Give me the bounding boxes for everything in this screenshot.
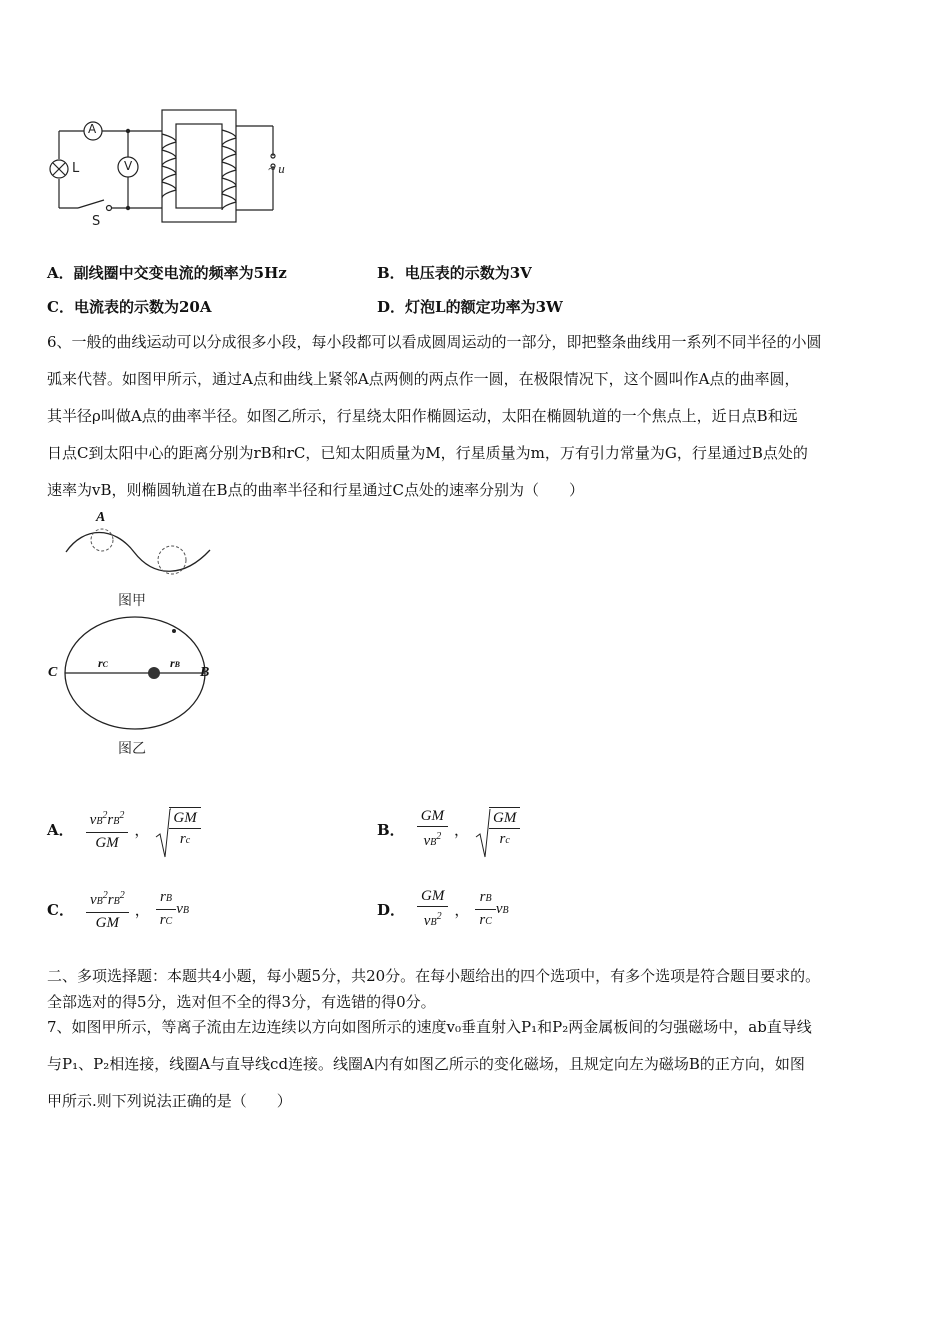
option-text: 电流表的示数为20A	[73, 298, 212, 316]
option-letter: C．	[47, 298, 74, 316]
fig-jia-caption: 图甲	[118, 593, 146, 609]
section2-line-1: 二、多项选择题：本题共4小题，每小题5分，共20分。在每小题给出的四个选项中，有多个选项是符合题目要求的。	[47, 967, 821, 985]
section2-line-2: 全部选对的得5分，选对但不全的得3分，有选错的得0分。	[47, 993, 436, 1011]
velocity-vb: vB	[176, 900, 189, 917]
option-text: 灯泡L的额定功率为3W	[405, 298, 563, 316]
option-letter: C．	[47, 900, 74, 919]
fig-yi-caption: 图乙	[118, 741, 146, 757]
fig-yi-label-c: C	[48, 665, 58, 680]
q5-option-a[interactable]	[47, 262, 287, 283]
ammeter-label: A	[88, 122, 97, 136]
fig-jia-point-a: A	[96, 510, 106, 525]
velocity-vb: vB	[495, 900, 509, 917]
q6-line-4: 日点C到太阳中心的距离分别为rB和rC，已知太阳质量为M，行星质量为m，万有引力常量为G，行星通过B点处的	[47, 444, 808, 462]
fraction-gm-over-vb2: $\frac{GM}{vB^2}$	[417, 886, 448, 933]
fraction-vb2rb2-over-gm: $\frac{vB^2rB^2}{GM}$	[86, 886, 129, 933]
fraction-rb-over-rc: $\frac{rB}{rC}$	[156, 887, 177, 932]
q7-line-2: 与P₁、P₂相连接，线圈A与直导线cd连接。线圈A内有如图乙所示的变化磁场，且规定向左为磁场B的正方向，如图	[47, 1055, 805, 1073]
option-letter: D．	[377, 298, 406, 316]
option-text: 副线圈中交变电流的频率为5Hz	[73, 264, 287, 282]
transformer-circuit-diagram	[44, 104, 304, 234]
q6-line-3: 其半径ρ叫做A点的曲率半径。如图乙所示，行星绕太阳作椭圆运动，太阳在椭圆轨道的一个焦点上，近日点B和远	[47, 407, 798, 425]
q6-option-b[interactable]: B． $\frac{GM}{vB^2}$ ， $\frac{GM}{rc}$	[377, 800, 520, 858]
sqrt-gm-over-rc: $\frac{GM}{rc}$	[155, 807, 200, 851]
q6-line-1: 6、一般的曲线运动可以分成很多小段，每小段都可以看成圆周运动的一部分，即把整条曲线用一系列不同半径的小圆	[47, 333, 822, 351]
sqrt-gm-over-rc: $\frac{GM}{rc}$	[475, 807, 520, 851]
q7-line-3: 甲所示.则下列说法正确的是（ ）	[47, 1092, 292, 1110]
lamp-label: L	[72, 161, 80, 176]
fig-yi-label-rb: rB	[170, 656, 181, 670]
q6-option-c[interactable]: C． $\frac{vB^2rB^2}{GM}$ ， $\frac{rB}{rC}$ vB	[47, 880, 189, 938]
q5-option-b[interactable]	[377, 262, 532, 283]
q5-option-d[interactable]	[377, 296, 563, 317]
q6-option-d[interactable]: D． $\frac{GM}{vB^2}$ ， $\frac{rB}{rC}$ vB	[377, 880, 509, 938]
fraction-vb2rb2-over-gm: $\frac{vB^2rB^2}{GM}$	[86, 806, 129, 853]
fig-yi-label-b: B	[200, 665, 210, 680]
option-letter: B．	[377, 264, 405, 282]
curvature-wave-figure	[62, 512, 217, 587]
ellipse-orbit-figure	[60, 612, 210, 737]
option-letter: A．	[47, 820, 74, 839]
option-letter: D．	[377, 900, 406, 919]
voltmeter-label: V	[124, 159, 133, 173]
fraction-rb-over-rc: $\frac{rB}{rC}$	[475, 887, 496, 932]
option-text: 电压表的示数为3V	[404, 264, 532, 282]
q6-option-a[interactable]: A． $\frac{vB^2rB^2}{GM}$ ， $\frac{GM}{rc}$	[47, 800, 201, 858]
q6-line-2: 弧来代替。如图甲所示，通过A点和曲线上紧邻A点两侧的两点作一圆，在极限情况下，这个圆叫作A点的曲率圆，	[47, 370, 800, 388]
fig-yi-label-rc: rC	[98, 656, 109, 670]
q7-line-1: 7、如图甲所示，等离子流由左边连续以方向如图所示的速度v₀垂直射入P₁和P₂两金属板间的匀强磁场中，ab直导线	[47, 1018, 812, 1036]
option-letter: A．	[47, 264, 74, 282]
q6-line-5: 速率为vB，则椭圆轨道在B点的曲率半径和行星通过C点处的速率分别为（ ）	[47, 481, 585, 499]
fraction-gm-over-vb2: $\frac{GM}{vB^2}$	[417, 806, 448, 853]
q5-option-c[interactable]	[47, 296, 211, 317]
source-label: ~ u	[268, 161, 285, 176]
option-letter: B．	[377, 820, 405, 839]
switch-label: S	[92, 214, 101, 229]
